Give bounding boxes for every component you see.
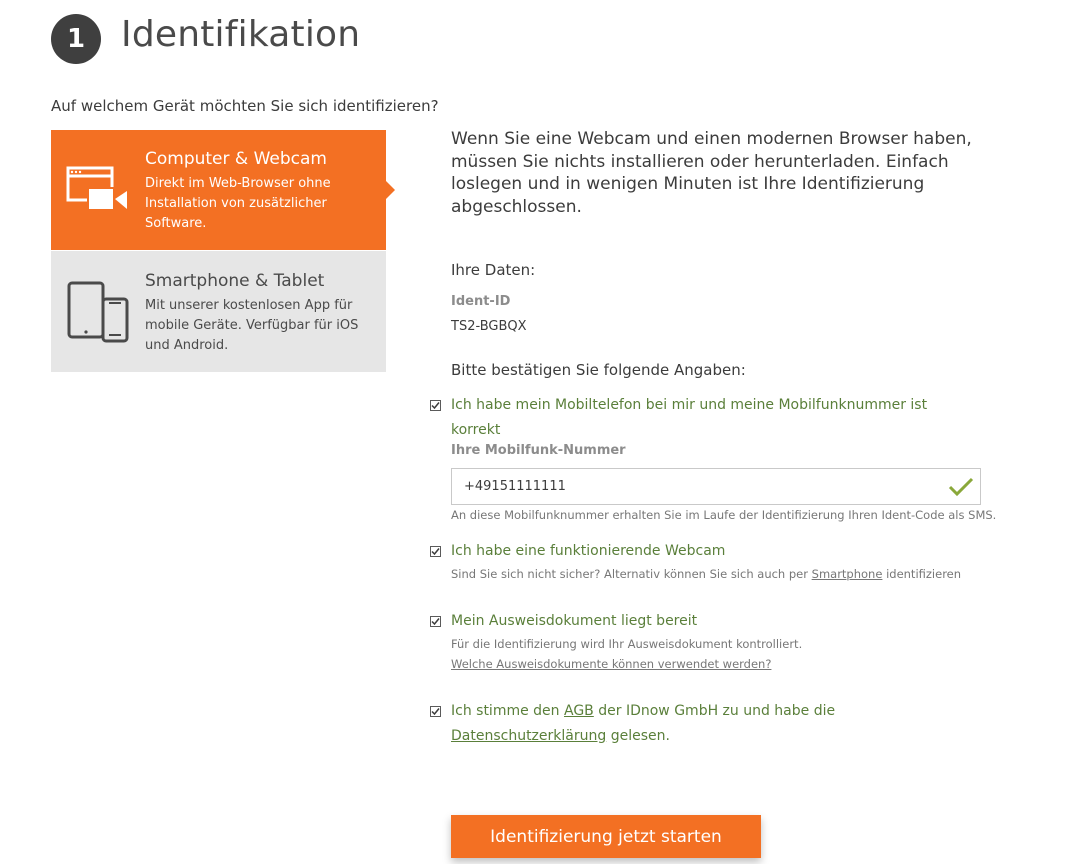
confirm-title: Bitte bestätigen Sie folgende Angaben: — [451, 361, 746, 379]
device-option-description: Mit unserer kostenlosen App für mobile Geräte. Verfügbar für iOS und Android. — [145, 298, 359, 353]
id-document-hint-link-row — [451, 654, 771, 674]
checkmark-icon — [431, 707, 440, 716]
device-option-name: Smartphone & Tablet — [145, 271, 325, 291]
phone-label: Ihre Mobilfunk-Nummer — [451, 443, 626, 458]
ident-id-value: TS2-BGBQX — [451, 319, 527, 334]
webcam-hint-text: Sind Sie sich nicht sicher? Alternativ können Sie sich auch per — [451, 567, 808, 581]
phone-hint: An diese Mobilfunknummer erhalten Sie im Laufe der Identifizierung Ihren Ident-Code als SMS. — [451, 508, 997, 522]
mobile-checkbox[interactable] — [430, 400, 441, 411]
device-option-description: Direkt im Web-Browser ohne Installation von zusätzlicher Software. — [145, 176, 331, 231]
terms-text-before: Ich stimme den — [451, 703, 560, 719]
step-number-badge: 1 — [51, 14, 101, 64]
checkmark-icon — [431, 547, 440, 556]
id-document-checkbox[interactable] — [430, 616, 441, 627]
webcam-confirm-label[interactable]: Ich habe eine funktionierende Webcam — [451, 543, 726, 559]
checkmark-icon — [431, 617, 440, 626]
terms-text-after: gelesen. — [610, 728, 670, 744]
privacy-policy-link[interactable]: Datenschutzerklärung — [451, 728, 607, 744]
webcam-checkbox[interactable] — [430, 546, 441, 557]
webcam-hint — [451, 564, 961, 584]
checkmark-icon — [431, 401, 440, 410]
device-option-name: Computer & Webcam — [145, 149, 327, 169]
id-document-confirm-label[interactable]: Mein Ausweisdokument liegt bereit — [451, 613, 698, 629]
valid-check-icon — [948, 476, 974, 502]
id-documents-link[interactable]: Welche Ausweisdokumente können verwendet werden? — [451, 657, 772, 671]
smartphone-link[interactable]: Smartphone — [811, 567, 883, 581]
mobile-confirm-label[interactable]: Ich habe mein Mobiltelefon bei mir und meine Mobilfunknummer ist korrekt — [451, 397, 928, 438]
device-option-computer-webcam[interactable] — [51, 130, 386, 250]
device-question: Auf welchem Gerät möchten Sie sich identifizieren? — [51, 97, 439, 115]
webcam-hint-text-after: identifizieren — [886, 567, 962, 581]
page-title: Identifikation — [121, 14, 361, 55]
terms-confirm-label[interactable] — [451, 699, 871, 749]
terms-text-middle: der IDnow GmbH zu und habe die — [598, 703, 836, 719]
ident-id-label: Ident-ID — [451, 294, 511, 309]
phone-input[interactable] — [451, 468, 981, 505]
start-identification-button[interactable]: Identifizierung jetzt starten — [451, 815, 761, 858]
your-data-title: Ihre Daten: — [451, 261, 536, 279]
device-option-smartphone-tablet[interactable] — [51, 251, 386, 372]
agb-link[interactable]: AGB — [564, 703, 594, 719]
terms-checkbox[interactable] — [430, 706, 441, 717]
intro-text: Wenn Sie eine Webcam und einen modernen Browser haben, müssen Sie nichts installieren oder herunterladen. Einfach loslegen und in wenigen Minuten ist Ihre Identifizierung abgeschlossen. — [451, 129, 972, 217]
id-document-hint: Für die Identifizierung wird Ihr Ausweisdokument kontrolliert. — [451, 637, 803, 651]
computer-webcam-icon — [66, 166, 128, 216]
smartphone-tablet-icon — [67, 279, 129, 347]
